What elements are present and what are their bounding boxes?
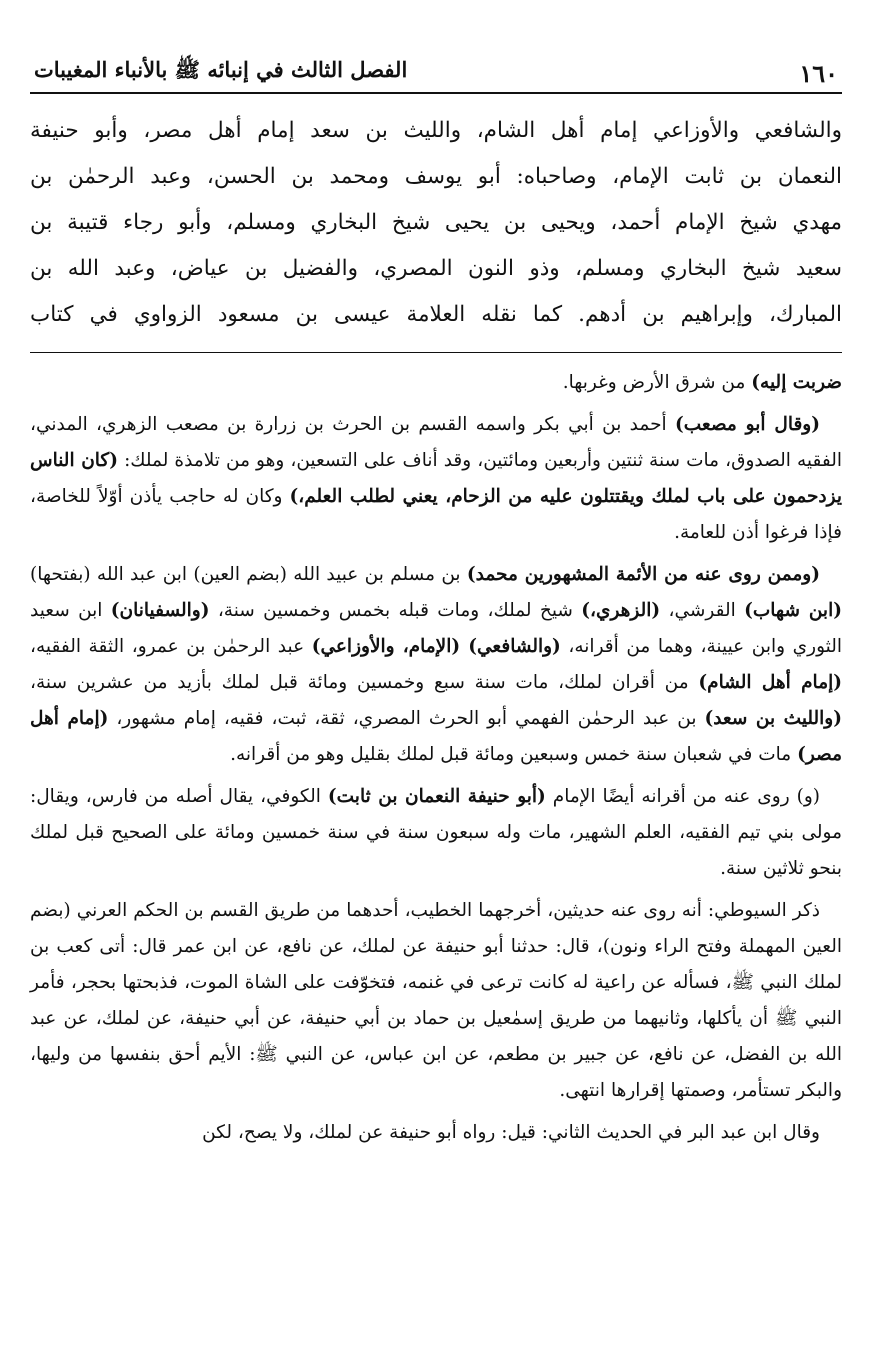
commentary-paragraph xyxy=(30,557,842,773)
separator-line xyxy=(30,352,842,353)
main-text-line: سعيد شيخ البخاري ومسلم، وذو النون المصري، والفضيل بن عياض، وعبد الله بن xyxy=(30,256,842,281)
bold-phrase: (إمام أهل الشام) xyxy=(698,672,842,693)
text-run: أحمد بن أبي بكر واسمه القسم بن الحرث بن زرارة بن مصعب الزهري، المدني، الفقيه الصدوق، مات سنة ثنتين وأربعين ومائتين، وقد أناف على التسعين، وهو من تلامذة لملك: xyxy=(30,414,842,471)
page-number: ١٦٠ xyxy=(799,59,838,88)
bold-phrase: (وممن روى عنه من الأئمة المشهورين محمد) xyxy=(466,564,820,585)
commentary-paragraph xyxy=(30,365,842,401)
main-text xyxy=(30,108,842,338)
bold-phrase: (والسفيانان) xyxy=(110,600,210,621)
main-text-line: والشافعي والأوزاعي إمام أهل الشام، والليث بن سعد إمام أهل مصر، وأبو حنيفة xyxy=(30,118,842,143)
bold-phrase: (إمام أهل مصر) xyxy=(30,708,842,765)
text-run: بن عبد الرحمٰن الفهمي أبو الحرث المصري، ثقة، ثبت، فقيه، إمام مشهور، xyxy=(108,708,705,729)
commentary-paragraph xyxy=(30,407,842,551)
main-text-line: النعمان بن ثابت الإمام، وصاحباه: أبو يوسف ومحمد بن الحسن، وعبد الرحمٰن بن xyxy=(30,164,842,189)
text-run: من أقران لملك، مات سنة سبع وخمسين ومائة قبل لملك بأزيد من عشرين سنة، xyxy=(30,672,699,693)
commentary-paragraph: ذكر السيوطي: أنه روى عنه حديثين، أخرجهما الخطيب، أحدهما من طريق القسم بن الحكم العرني (بضم العين المهملة وفتح الراء ونون)، قال: حدثنا أبو حنيفة عن لملك، عن نافع، عن ابن عمر قال: أتى كعب بن لملك النبي ﷺ، فسأله عن راعية له كانت ترعى في غنمه، فتخوّفت على الشاة الموت، فذبحتها بحجر، فأمر النبي ﷺ أن يأكلها، وثانيهما من طريق إسمٰعيل بن حماد بن أبي حنيفة، عن أبي حنيفة، عن لملك، عن عبد الله بن الفضل، عن نافع، عن جبير بن مطعم، عن ابن عباس، عن النبي ﷺ: الأيم أحق بنفسها من وليها، والبكر تستأمر، وصمتها إقرارها انتهى. xyxy=(30,900,842,1101)
bold-phrase: (الزهري،) xyxy=(581,600,661,621)
text-run: بن مسلم بن عبيد الله (بضم العين) ابن عبد الله (بفتحها) xyxy=(30,564,467,585)
commentary-paragraph xyxy=(30,779,842,887)
text-run: (و) روى عنه من أقرانه أيضًا الإمام xyxy=(545,786,820,807)
bold-phrase: ضربت إليه) xyxy=(751,372,842,393)
text-run: الكوفي، يقال أصله من فارس، ويقال: مولى بني تيم الفقيه، العلم الشهير، مات وله سبعون سنة في سنة خمسين ومائة على الصحيح قبل لملك بنحو ثلاثين سنة. xyxy=(30,786,842,879)
bold-phrase: (وقال أبو مصعب) xyxy=(674,414,820,435)
bold-phrase: (أبو حنيفة النعمان بن ثابت) xyxy=(327,786,546,807)
bold-phrase: (ابن شهاب) xyxy=(744,600,842,621)
text-run: ابن سعيد الثوري وابن عيينة، وهما من أقرانه، xyxy=(30,600,843,657)
commentary-paragraph: وقال ابن عبد البر في الحديث الثاني: قيل: رواه أبو حنيفة عن لملك، ولا يصح، لكن xyxy=(202,1122,820,1143)
bold-phrase: (والشافعي) (الإمام، والأوزاعي) xyxy=(311,636,561,657)
text-run: شيخ لملك، ومات قبله بخمس وخمسين سنة، xyxy=(209,600,582,621)
text-run: مات في شعبان سنة خمس وسبعين ومائة قبل لملك بقليل وهو من أقرانه. xyxy=(230,744,798,765)
bold-phrase: (كان الناس يزدحمون على باب لملك ويقتتلون عليه من الزحام، يعني لطلب العلم،) xyxy=(30,450,842,507)
page-header xyxy=(30,40,842,94)
text-run: عبد الرحمٰن بن عمرو، الثقة الفقيه، xyxy=(30,636,312,657)
text-run: القرشي، xyxy=(660,600,745,621)
book-page xyxy=(30,40,842,1157)
main-text-line: مهدي شيخ الإمام أحمد، ويحيى بن يحيى شيخ البخاري ومسلم، وأبو رجاء قتيبة بن xyxy=(30,210,842,235)
main-text-line: المبارك، وإبراهيم بن أدهم. كما نقله العلامة عيسى بن مسعود الزواوي في كتاب xyxy=(30,302,842,327)
text-run: وكان له حاجب يأذن أوّلاً للخاصة، فإذا فرغوا أذن للعامة. xyxy=(30,486,842,543)
commentary xyxy=(30,365,842,1151)
chapter-title: الفصل الثالث في إنبائه ﷺ بالأنباء المغيبات xyxy=(34,57,408,82)
bold-phrase: (والليث بن سعد) xyxy=(704,708,842,729)
text-run: من شرق الأرض وغربها. xyxy=(562,372,752,393)
